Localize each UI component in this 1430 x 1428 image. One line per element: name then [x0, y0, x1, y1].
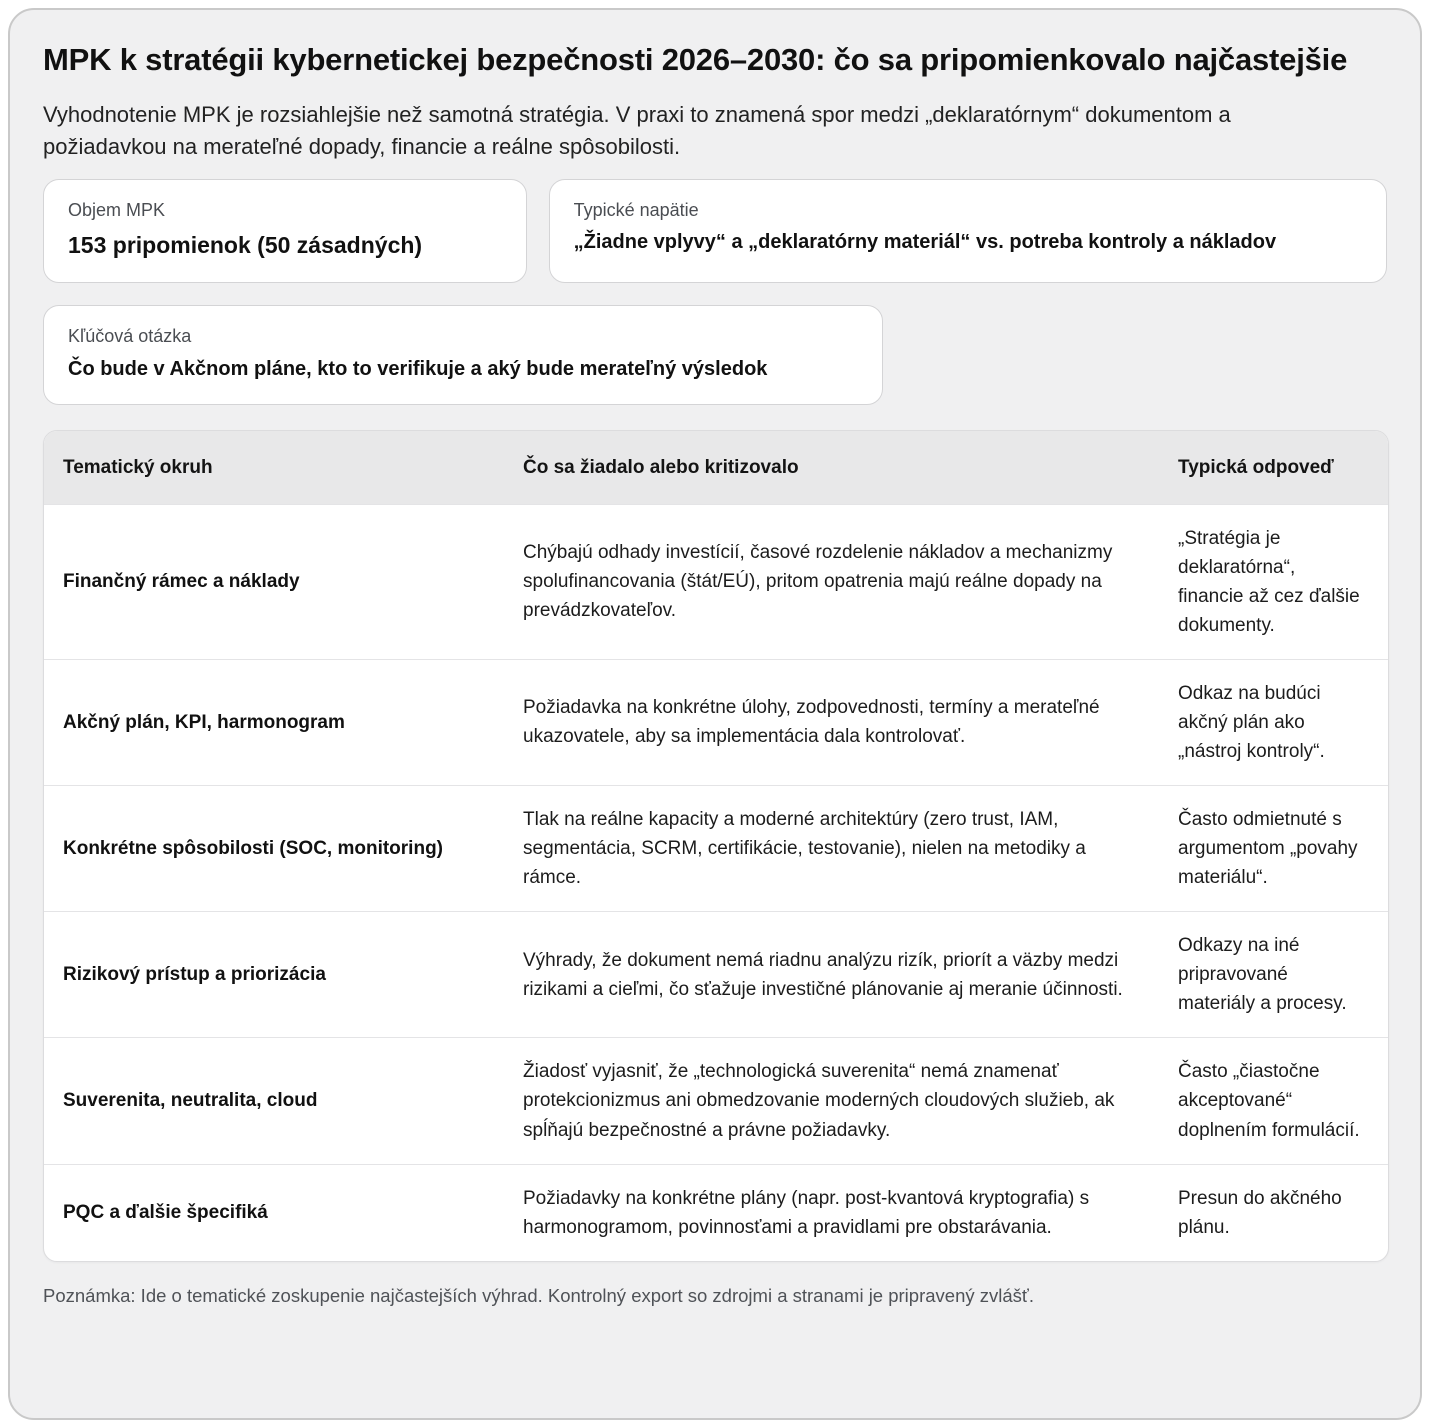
row-topic: PQC a ďalšie špecifiká: [63, 1202, 268, 1224]
footnote: Poznámka: Ide o tematické zoskupenie najčastejších výhrad. Kontrolný export so zdrojmi a stranami je pripravený zvlášť.: [43, 1284, 1034, 1306]
row-request: Chýbajú odhady investícií, časové rozdelenie nákladov a mechanizmy spolufinancovania (štát/EÚ), pritom opatrenia majú reálne dopady na prevádzkovateľov.: [523, 542, 1113, 622]
comments-table: [43, 430, 1389, 1262]
card-klucova-otazka: [43, 305, 883, 404]
card-objem-mpk: [43, 179, 527, 283]
page-subtitle: Vyhodnotenie MPK je rozsiahlejšie než samotná stratégia. V praxi to znamená spor medzi „deklaratórnym“ dokumentom a požiadavkou na merateľné dopady, financie a reálne spôsobilosti.: [43, 101, 1231, 159]
table-row-financny-ramec: [44, 504, 1388, 659]
row-topic: Akčný plán, KPI, harmonogram: [63, 711, 345, 733]
card-typicke-napatie-value: „Žiadne vplyvy“ a „deklaratórny materiál“ vs. potreba kontroly a nákladov: [573, 231, 1277, 254]
row-response: Často „čiastočne akceptované“ doplnením formulácií.: [1178, 1061, 1360, 1141]
table-header-row: [44, 431, 1388, 504]
row-request: Výhrady, že dokument nemá riadnu analýzu rizík, priorít a väzby medzi rizikami a cieľmi, čo sťažuje investičné plánovanie aj meranie účinnosti.: [523, 949, 1123, 1000]
card-typicke-napatie: [549, 179, 1387, 283]
row-topic: Suverenita, neutralita, cloud: [63, 1090, 318, 1112]
row-response: Často odmietnuté s argumentom „povahy materiálu“.: [1178, 809, 1358, 889]
table-header-request: Čo sa žiadalo alebo kritizovalo: [523, 456, 799, 478]
table-row-rizikovy-pristup: [44, 911, 1388, 1037]
row-response: Presun do akčného plánu.: [1178, 1187, 1342, 1238]
row-response: Odkazy na iné pripravované materiály a procesy.: [1178, 935, 1347, 1015]
table-row-akcny-plan: [44, 659, 1388, 785]
table-header-topic: Tematický okruh: [63, 456, 213, 478]
row-request: Tlak na reálne kapacity a moderné architektúry (zero trust, IAM, segmentácia, SCRM, certifikácie, testovanie), nielen na metodiky a rámce.: [523, 809, 1086, 889]
row-response: „Stratégia je deklaratórna“, financie až cez ďalšie dokumenty.: [1178, 527, 1360, 636]
row-topic: Rizikový prístup a priorizácia: [63, 964, 326, 986]
card-klucova-otazka-value: Čo bude v Akčnom pláne, kto to verifikuje a aký bude merateľný výsledok: [68, 357, 768, 380]
card-objem-mpk-value: 153 pripomienok (50 zásadných): [68, 232, 423, 259]
row-response: Odkaz na budúci akčný plán ako „nástroj kontroly“.: [1178, 682, 1325, 762]
row-request: Požiadavka na konkrétne úlohy, zodpovednosti, termíny a merateľné ukazovatele, aby sa implementácia dala kontrolovať.: [523, 697, 1100, 748]
page-title: MPK k stratégii kybernetickej bezpečnosti 2026–2030: čo sa pripomienkovalo najčastejšie: [43, 42, 1348, 77]
row-topic: Konkrétne spôsobilosti (SOC, monitoring): [63, 838, 443, 860]
stat-cards-row: [43, 179, 1387, 283]
table-row-konkretne-sposobilosti: [44, 785, 1388, 911]
table-row-pqc: [44, 1164, 1388, 1261]
table-row-suverenita: [44, 1037, 1388, 1163]
page-container: [8, 8, 1422, 1420]
row-request: Požiadavky na konkrétne plány (napr. post-kvantová kryptografia) s harmonogramom, povinnosťami a pravidlami pre obstarávania.: [523, 1187, 1090, 1238]
card-typicke-napatie-label: Typické napätie: [573, 199, 699, 220]
card-objem-mpk-label: Objem MPK: [68, 199, 166, 220]
row-request: Žiadosť vyjasniť, že „technologická suverenita“ nemá znamenať protekcionizmus ani obmedzovanie moderných cloudových služieb, ak spĺňajú bezpečnostné a právne požiadavky.: [523, 1061, 1115, 1141]
key-question-row: [43, 305, 1387, 404]
card-klucova-otazka-label: Kľúčová otázka: [68, 326, 192, 347]
table-header-response: Typická odpoveď: [1178, 456, 1334, 478]
row-topic: Finančný rámec a náklady: [63, 571, 300, 593]
